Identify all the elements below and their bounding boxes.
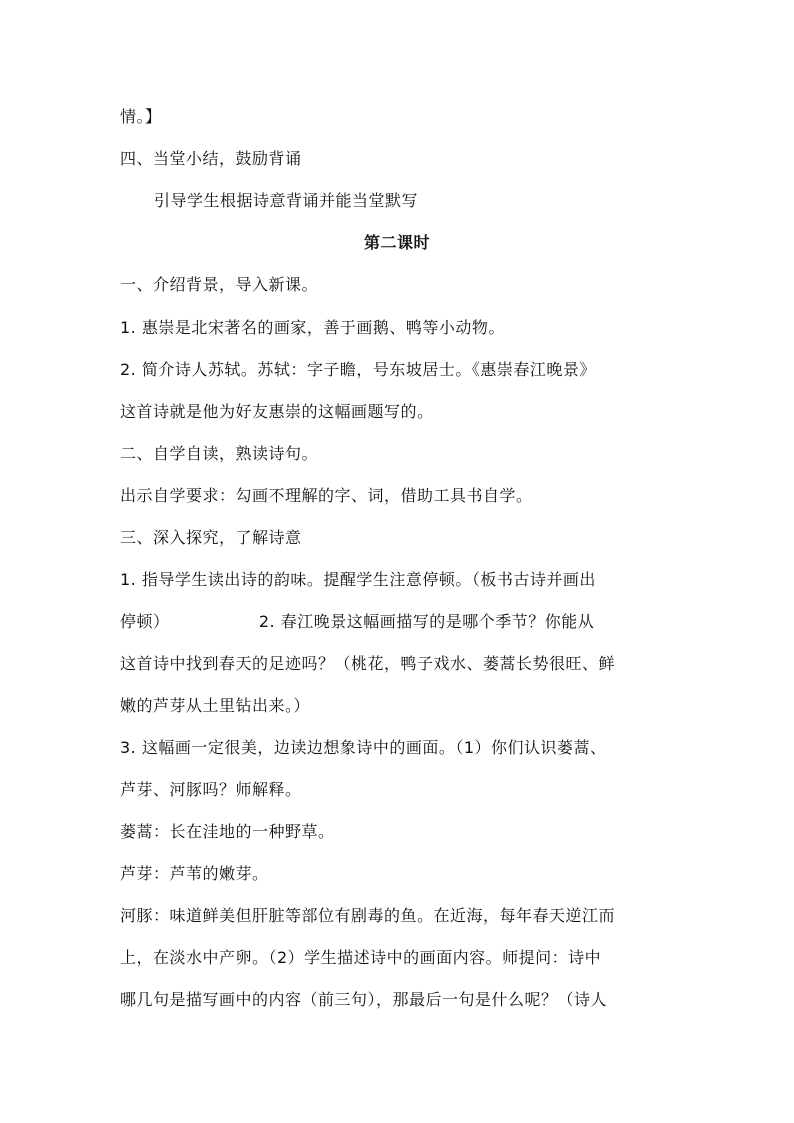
paragraph-line: 嫩的芦芽从土里钻出来。）	[120, 696, 311, 715]
paragraph-line: 蒌蒿：长在洼地的一种野草。	[120, 822, 335, 841]
section-heading-self-study: 二、自学自读，熟读诗句。	[120, 444, 319, 463]
paragraph-line: 引导学生根据诗意背诵并能当堂默写	[154, 191, 419, 210]
paragraph-line: 停顿） 2. 春江晚景这幅画描写的是哪个季节？你能从	[120, 612, 595, 631]
paragraph-line: 上，在淡水中产卵。（2）学生描述诗中的画面内容。师提问：诗中	[120, 948, 602, 967]
paragraph-line: 3. 这幅画一定很美，边读边想象诗中的画面。（1）你们认识蒌蒿、	[120, 738, 607, 757]
section-heading-background: 一、介绍背景，导入新课。	[120, 275, 319, 294]
paragraph-line: 1. 指导学生读出诗的韵味。提醒学生注意停顿。（板书古诗并画出	[120, 570, 596, 589]
lesson-title: 第二课时	[363, 233, 430, 252]
paragraph-line: 2. 简介诗人苏轼。苏轼：字子瞻，号东坡居士。《惠崇春江晚景》	[120, 360, 596, 379]
paragraph-line: 情。】	[120, 107, 162, 126]
paragraph-line: 1. 惠崇是北宋著名的画家，善于画鹅、鸭等小动物。	[120, 318, 505, 337]
paragraph-line: 这首诗中找到春天的足迹吗？（桃花，鸭子戏水、蒌蒿长势很旺、鲜	[120, 654, 616, 673]
section-heading-summary: 四、当堂小结，鼓励背诵	[120, 149, 302, 168]
paragraph-line: 河豚：味道鲜美但肝脏等部位有剧毒的鱼。在近海，每年春天逆江而	[120, 906, 616, 925]
paragraph-line: 这首诗就是他为好友惠崇的这幅画题写的。	[120, 402, 434, 421]
paragraph-line: 哪几句是描写画中的内容（前三句），那最后一句是什么呢？（诗人	[120, 990, 608, 1009]
paragraph-line: 芦芽：芦苇的嫩芽。	[120, 864, 269, 883]
section-heading-explore: 三、深入探究，了解诗意	[120, 528, 302, 547]
paragraph-line: 芦芽、河豚吗？师解释。	[120, 780, 302, 799]
paragraph-line: 出示自学要求：勾画不理解的字、词，借助工具书自学。	[120, 486, 533, 505]
